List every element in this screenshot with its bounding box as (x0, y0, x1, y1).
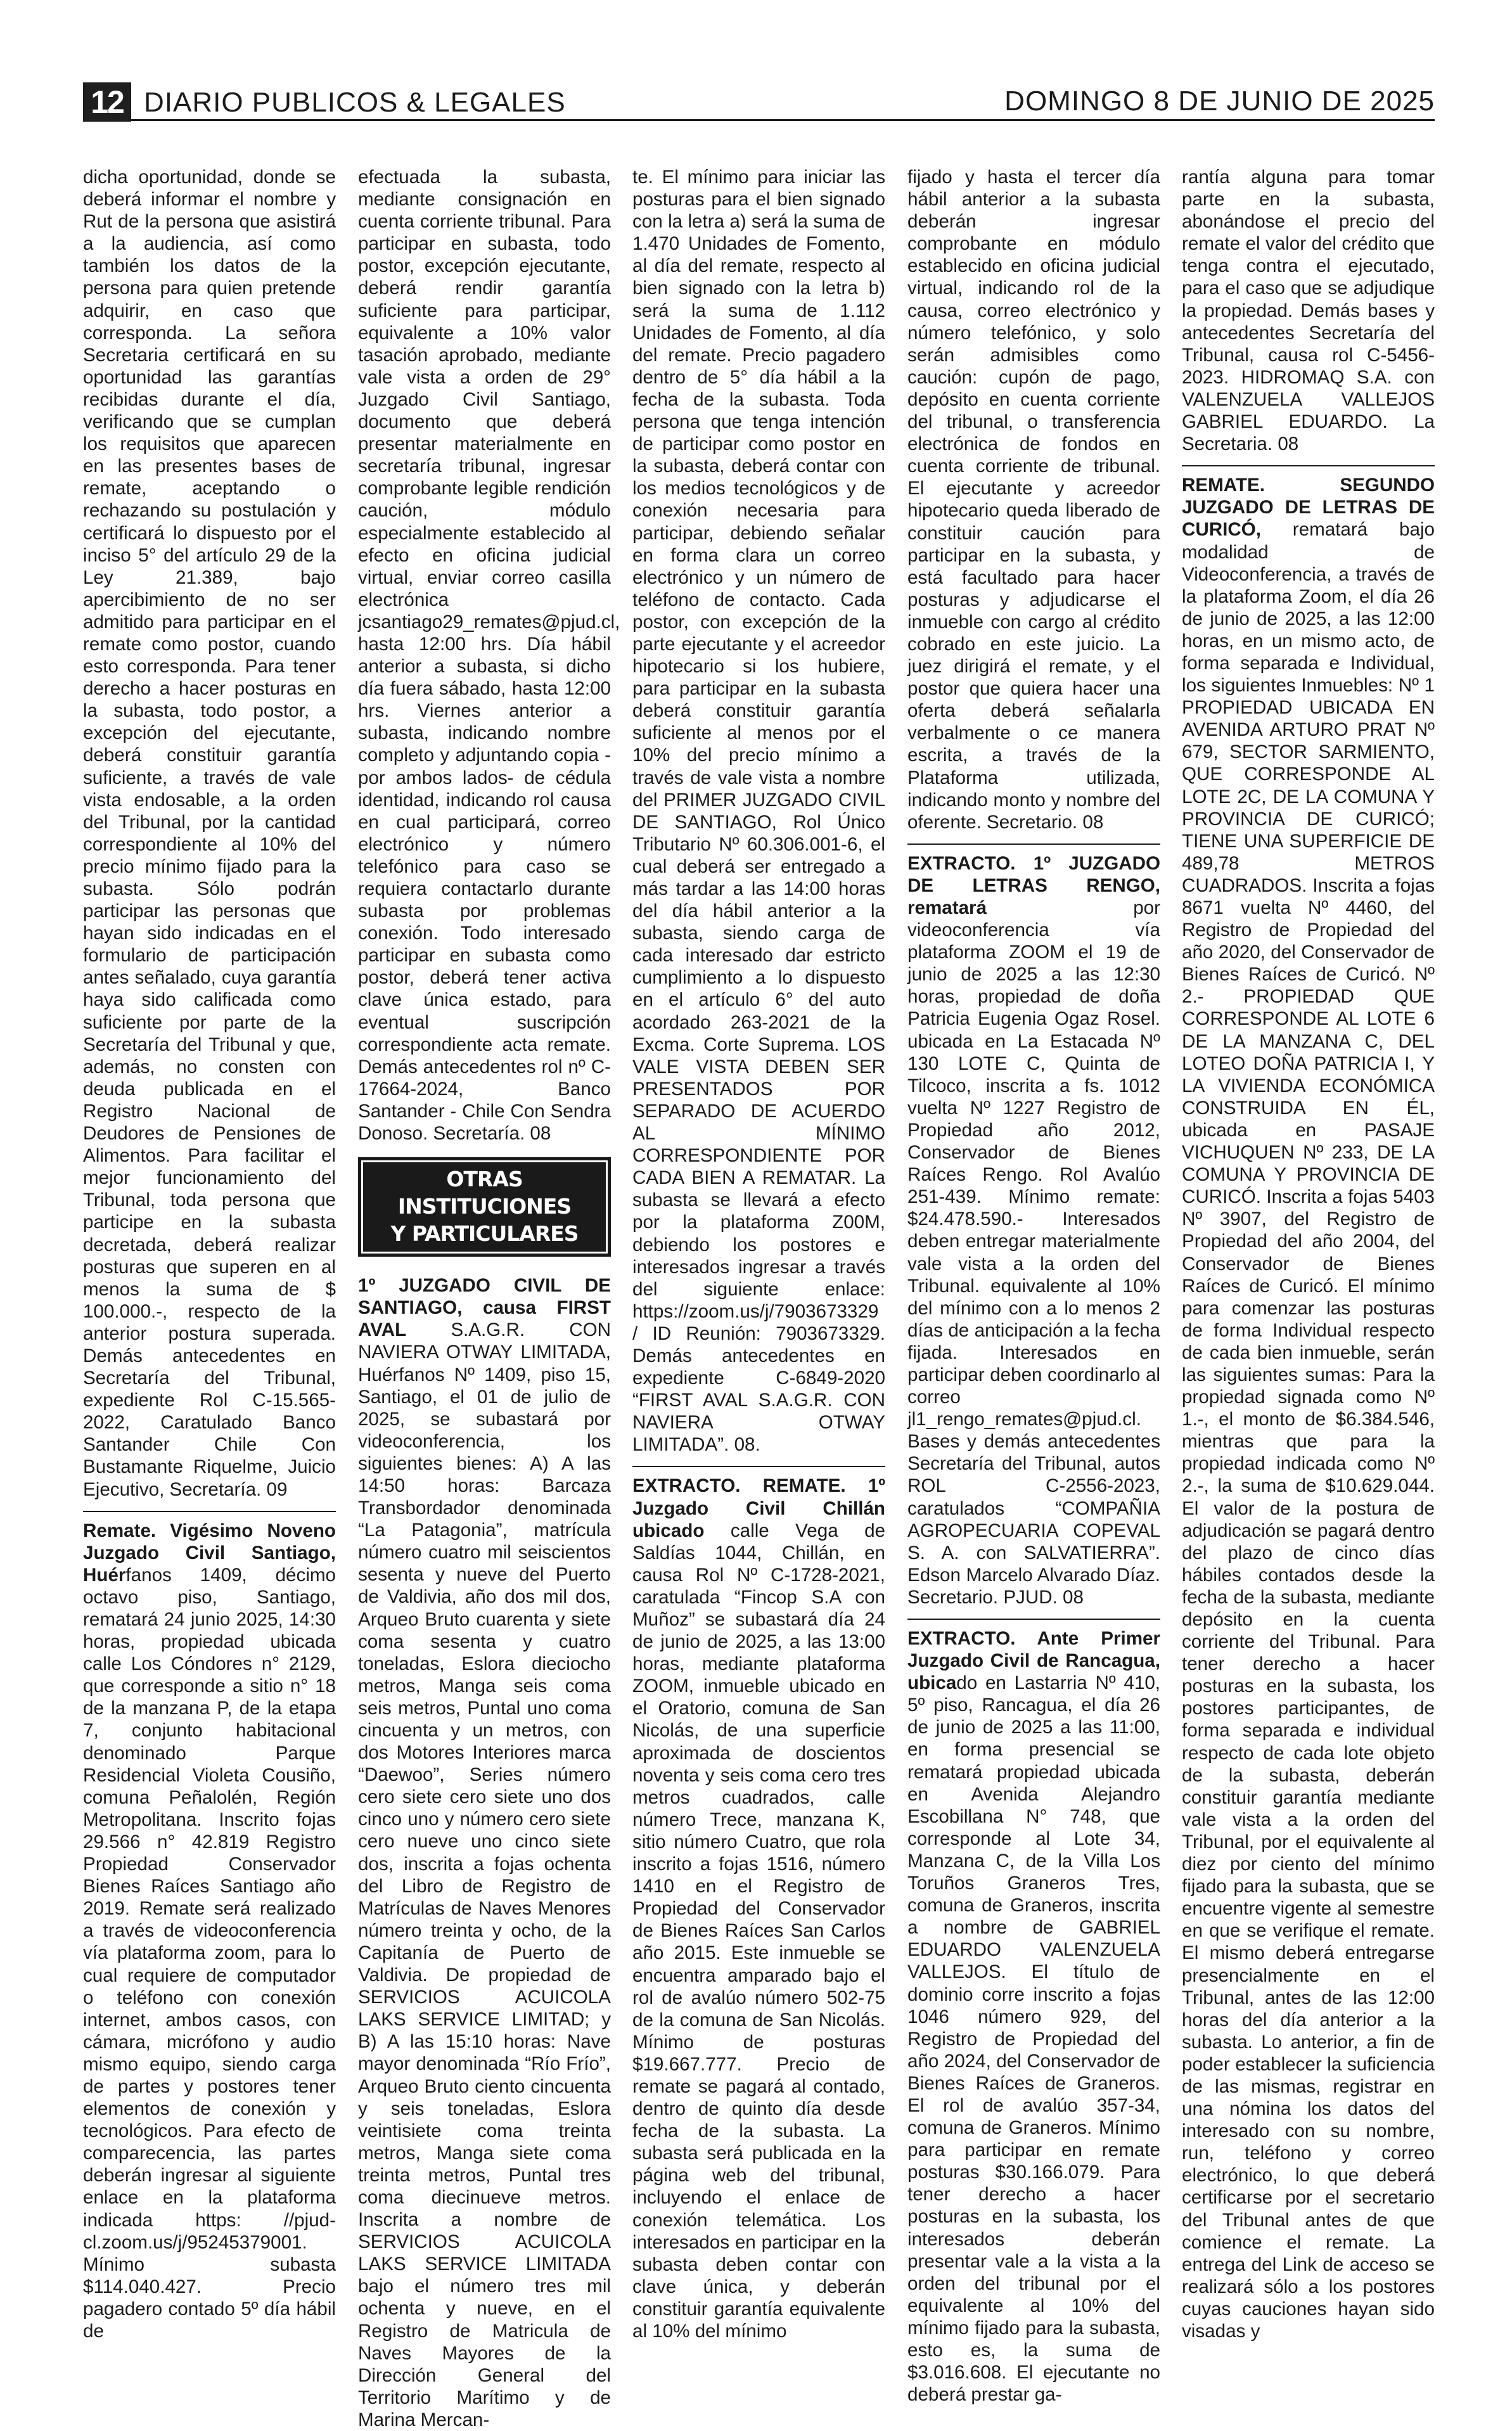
notice-heading: EXTRACTO. REMATE. 1º Juzgado Civil Chillán ubicado (632, 1475, 885, 1541)
notice-text: calle Vega de Saldías 1044, Chillán, en causa Rol Nº C-1728-2021, caratulada “Fincop S.A con Muñoz” se subastará día 24 de junio de 2025, a las 13:00 horas, mediante plataforma ZOOM, inmueble ubicado en el Oratorio, comuna de San Nicolás, de una superficie aproximada de doscientos noventa y seis coma cero tres metros cuadrados, calle número Trece, manzana K, sitio número Cuatro, que rola inscrito a fojas 1516, número 1410 en el Registro de Propiedad del Conservador de Bienes Raíces San Carlos año 2015. Este inmueble se encuentra amparado bajo el rol de avalúo número 502-75 de la comuna de San Nicolás. Mínimo de posturas $19.667.777. Precio de remate se pagará al contado, dentro de quinto día desde fecha de la subasta. La subasta será publicada en la página web del tribunal, incluyendo el enlace de conexión telemática. Los interesados en participar en la subasta deben contar con clave única, y deberán constituir garantía equivalente al 10% del mínimo (632, 1520, 885, 2342)
publication-date: DOMINGO 8 DE JUNIO DE 2025 (1004, 86, 1435, 117)
column-4 (907, 166, 1160, 2406)
page-number: 12 (83, 82, 131, 122)
notice-text: rematará bajo modalidad de Videoconferencia, a través de la plataforma Zoom, el día 26 de junio de 2025, a las 12:00 horas, en un mismo acto, de forma separada e Individual, los siguientes Inmuebles: Nº 1 PROPIEDAD UBICADA EN AVENIDA ARTURO PRAT Nº 679, SECTOR SARMIENTO, QUE CORRESPONDE AL LOTE 2C, DE LA COMUNA Y PROVINCIA DE CURICÓ; TIENE UNA SUPERFICIE DE 489,78 METROS CUADRADOS. Inscrita a fojas 8671 vuelta Nº 4460, del Registro de Propiedad del año 2020, del Conservador de Bienes Raíces de Curicó. Nº 2.- PROPIEDAD QUE CORRESPONDE AL LOTE 6 DE LA MANZANA C, DEL LOTEO DOÑA PATRICIA I, Y LA VIVIENDA ECONÓMICA CONSTRUIDA EN ÉL, ubicada en PASAJE VICHUQUEN Nº 233, DE LA COMUNA Y PROVINCIA DE CURICÓ. Inscrita a fojas 5403 Nº 3907, del Registro de Propiedad del año 2004, del Conservador de Bienes Raíces de Curicó. El mínimo para comenzar las posturas de forma Individual respecto de cada bien inmueble, serán las siguientes sumas: Para la propiedad signada como Nº 1.-, el monto de $6.384.546, mientras que para la propiedad indicada como Nº 2.-, la suma de $10.629.044. El valor de la postura de adjudicación se pagará dentro del plazo de cinco días hábiles contados desde la fecha de la subasta, mediante depósito en la cuenta corriente del Tribunal. Para tener derecho a hacer posturas en la subasta, los postores participantes, de forma separada e individual respecto de cada lote objeto de la subasta, deberán constituir garantía mediante vale vista a la orden del Tribunal, por el equivalente al diez por ciento del mínimo fijado para la subasta, que se encuentre vigente al semestre en que se verifique el remate. El mismo deberá entregarse presencialmente en el Tribunal, antes de las 12:00 horas del día anterior a la subasta. Lo anterior, a fin de poder establecer la suficiencia de las mismas, registrar en una nómina los datos del interesado con su nombre, run, teléfono y correo electrónico, lo que deberá certificarse por el secretario del Tribunal antes de que comience el remate. La entrega del Link de acceso se realizará sólo a los postores cuyas cauciones hayan sido visadas y (1182, 519, 1435, 2342)
section-banner (358, 1157, 611, 1257)
notice-heading: EXTRACTO. Ante Primer Juzgado Civil de Rancagua, ubica (907, 1628, 1160, 1694)
notice-heading: EXTRACTO. 1º JUZGADO DE LETRAS RENGO, rematará (907, 852, 1160, 918)
notice (83, 1520, 336, 2342)
notice-text: rantía alguna para tomar parte en la subasta, abonándose el precio del remate el valor del crédito que tenga contra el ejecutado, para el caso que se adjudique la propiedad. Demás bases y antecedentes Secretaría del Tribunal, causa rol C-5456-2023. HIDROMAQ S.A. con VALENZUELA VALLEJOS GABRIEL EDUARDO. La Secretaria. 08 (1182, 167, 1435, 455)
notice-text: dicha oportunidad, donde se deberá informar el nombre y Rut de la persona que asistirá a la audiencia, así como también los datos de la persona para quien pretende adquirir, en caso que corresponda. La señora Secretaria certificará en su oportunidad las garantías recibidas durante el día, verificando que se cumplan los requisitos que aparecen en las presentes bases de remate, aceptando o rechazando su postulación y certificará lo dispuesto por el inciso 5° del artículo 29 de la Ley 21.389, bajo apercibimiento de no ser admitido para participar en el remate como postor, cuando esto corresponda. Para tener derecho a hacer posturas en la subasta, todo postor, a excepción del ejecutante, deberá constituir garantía suficiente, a través de vale vista endosable, a la orden del Tribunal, por la cantidad correspondiente al 10% del precio mínimo fijado para la subasta. Sólo podrán participar las personas que hayan sido indicadas en el formulario de participación antes señalado, cuya garantía haya sido calificada como suficiente por parte de la Secretaría del Tribunal y que, además, no consten con deuda publicada en el Registro Nacional de Deudores de Pensiones de Alimentos. Para facilitar el mejor funcionamiento del Tribunal, toda persona que participe en la subasta decretada, deberá realizar posturas que superen en al menos la suma de $ 100.000.-, respecto de la anterior postura superada. Demás antecedentes en Secretaría del Tribunal, expediente Rol C-15.565-2022, Caratulado Banco Santander Chile Con Bustamante Riquelme, Juicio Ejecutivo, Secretaría. 09 (83, 167, 336, 1500)
notice-text: te. El mínimo para iniciar las posturas para el bien signado con la letra a) será la suma de 1.470 Unidades de Fomento, al día del remate, respecto al bien signado con la letra b) será la suma de 1.112 Unidades de Fomento, al día del remate. Precio pagadero dentro de 5° día hábil a la fecha de la subasta. Toda persona que tenga intención de participar como postor en la subasta, deberá contar con los medios tecnológicos y de conexión necesaria para participar, debiendo señalar en forma clara un correo electrónico y un número de teléfono de contacto. Cada postor, con excepción de la parte ejecutante y el acreedor hipotecario si los hubiere, para participar en la subasta deberá constituir garantía suficiente al menos por el 10% del precio mínimo a través de vale vista a nombre del PRIMER JUZGADO CIVIL DE SANTIAGO, Rol Único Tributario Nº 60.306.001-6, el cual deberá ser entregado a más tardar a las 14:00 horas del día hábil anterior a la subasta, siendo carga de cada interesado dar estricto cumplimiento a lo dispuesto en el artículo 6° del auto acordado 263-2021 de la Excma. Corte Suprema. LOS VALE VISTA DEBEN SER PRESENTADOS POR SEPARADO DE ACUERDO AL MÍNIMO CORRESPONDIENTE POR CADA BIEN A REMATAR. La subasta se llevará a efecto por la plataforma Z00M, debiendo los postores e interesados ingresar a través del siguiente enlace: https://zoom.us/j/7903673329 / ID Reunión: 7903673329. Demás antecedentes en expediente C-6849-2020 “FIRST AVAL S.A.G.R. CON NAVIERA OTWAY LIMITADA”. 08. (632, 167, 885, 1456)
notice-heading: REMATE. SEGUNDO JUZGADO DE LETRAS DE CURICÓ, (1182, 475, 1435, 541)
section-banner-line-1: OTRAS INSTITUCIONES (397, 1167, 572, 1219)
notice-heading: 1º JUZGADO CIVIL DE SANTIAGO, causa FIRST AVAL (358, 1275, 611, 1341)
column-1 (83, 166, 336, 2342)
notice-divider (632, 1466, 885, 1467)
notice-divider (83, 1511, 336, 1512)
notice (632, 1475, 885, 2342)
section-banner-line-2: Y PARTICULARES (390, 1221, 579, 1247)
notice-text: fanos 1409, décimo octavo piso, Santiago, rematará 24 junio 2025, 14:30 horas, propiedad ubicada calle Los Cóndores n° 2129, que corresponde a sitio n° 18 de la manzana P, de la etapa 7, conjunto habitacional denominado Parque Residencial Violeta Cousiño, comuna Peñalolén, Región Metropolitana. Inscrito fojas 29.566 n° 42.819 Registro Propiedad Conservador Bienes Raíces Santiago año 2019. Remate será realizado a través de videoconferencia vía plataforma zoom, para lo cual requiere de computador o teléfono con conexión internet, ambos casos, con cámara, micrófono y audio mismo equipo, siendo carga de partes y postores tener elementos de conexión y tecnológicos. Para efecto de comparecencia, las partes deberán ingresar al siguiente enlace en la plataforma indicada https: //pjud-cl.zoom.us/j/95245379001. Mínimo subasta $114.040.427. Precio pagadero contado 5º día hábil de (83, 1564, 336, 2342)
notice-text: efectuada la subasta, mediante consignación en cuenta corriente tribunal. Para participar en subasta, todo postor, excepción ejecutante, deberá rendir garantía suficiente para participar, equivalente a 10% valor tasación aprobado, mediante vale vista a orden de 29° Juzgado Civil Santiago, documento que deberá presentar materialmente en secretaría tribunal, ingresar comprobante legible rendición caución, módulo especialmente establecido al efecto en oficina judicial virtual, enviar correo casilla electrónica jcsantiago29_remates@pjud.cl, hasta 12:00 hrs. Día hábil anterior a subasta, si dicho día fuera sábado, hasta 12:00 hrs. Viernes anterior a subasta, indicando nombre completo y adjuntando copia -por ambos lados- de cédula identidad, indicando rol causa en cual participará, correo electrónico y número telefónico para caso se requiera contactarlo durante subasta por problemas conexión. Todo interesado participar en subasta como postor, deberá tener activa clave única estado, para eventual suscripción correspondiente acta remate. Demás antecedentes rol nº C-17664-2024, Banco Santander - Chile Con Sendra Donoso. Secretaría. 08 (358, 167, 620, 1145)
notice-divider (1182, 465, 1435, 466)
notice-text: por videoconferencia vía plataforma ZOOM el 19 de junio de 2025 a las 12:30 horas, propiedad de doña Patricia Eugenia Ogaz Rosel. ubicada en La Estacada Nº 130 LOTE C, Quinta de Tilcoco, inscrita a fs. 1012 vuelta Nº 1227 Registro de Propiedad año 2012, Conservador de Bienes Raíces Rengo. Rol Avalúo 251-439. Mínimo remate: $24.478.590.- Interesados deben entregar materialmente vale vista a la orden del Tribunal. equivalente al 10% del mínimo con a lo menos 2 días de anticipación a la fecha fijada. Interesados en participar deben coordinarlo al correo jl1_rengo_remates@pjud.cl. Bases y demás antecedentes Secretaría del Tribunal, autos ROL C-2556-2023, caratulados “COMPAÑIA AGROPECUARIA COPEVAL S. A. con SALVATIERRA”. Edson Marcelo Alvarado Díaz. Secretario. PJUD. 08 (907, 897, 1160, 1608)
notice-divider (907, 843, 1160, 845)
column-5 (1182, 166, 1435, 2342)
publication-name: DIARIO PUBLICOS & LEGALES (144, 87, 566, 118)
notice-divider (907, 1619, 1160, 1620)
notice-heading: Remate. Vigésimo Noveno Juzgado Civil Santiago, Huér (83, 1520, 336, 1586)
notice-text: do en Lastarria Nº 410, 5º piso, Rancagua, el día 26 de junio de 2025 a las 11:00, en forma presencial se rematará propiedad ubicada en Avenida Alejandro Escobillana N° 748, que corresponde al Lote 34, Manzana C, de la Villa Los Toruños Graneros Tres, comuna de Graneros, inscrita a nombre de GABRIEL EDUARDO VALENZUELA VALLEJOS. El título de dominio corre inscrito a fojas 1046 número 929, del Registro de Propiedad del año 2024, del Conservador de Bienes Raíces de Graneros. El rol de avalúo 357-34, comuna de Graneros. Mínimo para participar en remate posturas $30.166.079. Para tener derecho a hacer posturas en la subasta, los interesados deberán presentar vale a la vista a la orden del tribunal por el equivalente al 10% del mínimo fijado para la subasta, esto es, la suma de $3.016.608. El ejecutante no deberá prestar ga- (907, 1672, 1160, 2406)
notice-text: S.A.G.R. CON NAVIERA OTWAY LIMITADA, Huérfanos Nº 1409, piso 15, Santiago, el 01 de julio de 2025, se subastará por videoconferencia, los siguientes bienes: A) A las 14:50 horas: Barcaza Transbordador denominada “La Patagonia”, matrícula número cuatro mil seiscientos sesenta y nueve del Puerto de Valdivia, año dos mil dos, Arqueo Bruto cuarenta y siete coma sesenta y cuatro toneladas, Eslora dieciocho metros, Manga seis coma seis metros, Puntal uno coma cincuenta y un metros, con dos Motores Interiores marca “Daewoo”, Series número cero siete cero siete uno dos cinco uno y número cero siete cero nueve uno cinco siete dos, inscrita a fojas ochenta del Libro de Registro de Matrículas de Naves Menores número treinta y ocho, de la Capitanía de Puerto de Valdivia. De propiedad de SERVICIOS ACUICOLA LAKS SERVICE LIMITAD; y B) A las 15:10 horas: Nave mayor denominada “Río Frío”, Arqueo Bruto ciento cincuenta y seis toneladas, Eslora veintisiete coma treinta metros, Manga siete coma treinta metros, Puntal tres coma diecinueve metros. Inscrita a nombre de SERVICIOS ACUICOLA LAKS SERVICE LIMITADA bajo el número tres mil ochenta y nueve, en el Registro de Matricula de Naves Mayores de la Dirección General del Territorio Marítimo y de Marina Mercan- (358, 1319, 611, 2430)
notice (907, 852, 1160, 1608)
notice (358, 1274, 611, 2431)
notice (907, 1627, 1160, 2406)
column-2 (358, 166, 620, 2430)
notice (1182, 474, 1435, 2342)
notice-text: fijado y hasta el tercer día hábil anterior a la subasta deberán ingresar comprobante en módulo establecido en oficina judicial virtual, indicando rol de la causa, correo electrónico y número telefónico, y solo serán admisibles como caución: cupón de pago, depósito en cuenta corriente del tribunal, o transferencia electrónica de fondos en cuenta corriente de tribunal. El ejecutante y acreedor hipotecario queda liberado de constituir caución para participar en la subasta, y está facultado para hacer posturas y adjudicarse el inmueble con cargo al crédito cobrado en este juicio. La juez dirigirá el remate, y el postor que quiera hacer una oferta deberá señalarla verbalmente o ce manera escrita, a través de la Plataforma utilizada, indicando monto y nombre del oferente. Secretario. 08 (907, 167, 1160, 833)
page-header (83, 79, 1435, 121)
column-3 (632, 166, 885, 2342)
